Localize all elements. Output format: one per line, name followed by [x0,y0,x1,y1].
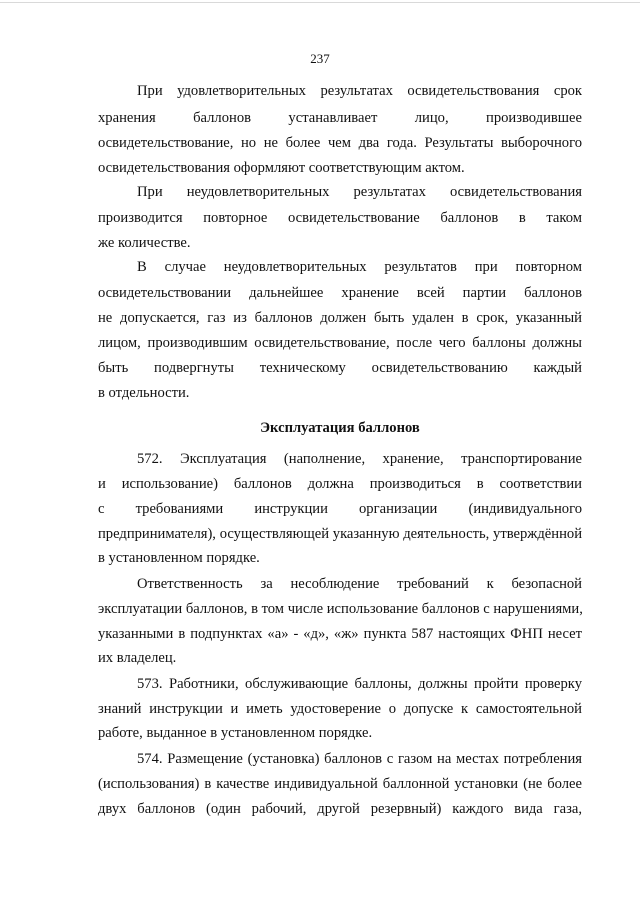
text-line: же количестве. [98,235,191,251]
text-line: и использование) баллонов должна производиться в соответствии [98,476,582,492]
text-line: предпринимателя), осуществляющей указанную деятельность, утверждённой [98,526,582,542]
text-line: указанными в подпунктах «а» - «д», «ж» пункта 587 настоящих ФНП несет [98,626,582,642]
text-line: не допускается, газ из баллонов должен быть удален в срок, указанный [98,310,582,326]
text-line: 572. Эксплуатация (наполнение, хранение, транспортирование [137,451,582,467]
text-line: в отдельности. [98,385,190,401]
section-heading: Эксплуатация баллонов [260,420,420,436]
text-line: их владелец. [98,650,177,666]
text-line: лицом, производившим освидетельствование, после чего баллоны должны [98,335,582,351]
text-line: 574. Размещение (установка) баллонов с газом на местах потребления [137,751,582,767]
text-line: двух баллонов (один рабочий, другой резервный) каждого вида газа, [98,801,582,817]
text-line: освидетельствование, но не более чем два года. Результаты выборочного [98,135,582,151]
text-line: производится повторное освидетельствование баллонов в таком [98,210,582,226]
text-line: освидетельствования оформляют соответствующим актом. [98,160,465,176]
text-line: 573. Работники, обслуживающие баллоны, должны пройти проверку [137,676,582,692]
text-line: В случае неудовлетворительных результатов при повторном [137,259,582,275]
text-line: работе, выданное в установленном порядке. [98,725,373,741]
scan-edge-line [0,2,640,3]
text-line: эксплуатации баллонов, в том числе использование баллонов с нарушениями, [98,601,583,617]
text-line: хранения баллонов устанавливает лицо, производившее [98,110,582,126]
text-line: знаний инструкции и иметь удостоверение о допуске к самостоятельной [98,701,582,717]
text-line: быть подвергнуты техническому освидетельствованию каждый [98,360,582,376]
text-line: с требованиями инструкции организации (индивидуального [98,501,582,517]
text-line: При удовлетворительных результатах освидетельствования срок [137,83,582,99]
text-line: освидетельствовании дальнейшее хранение всей партии баллонов [98,285,582,301]
text-line: в установленном порядке. [98,550,260,566]
text-line: Ответственность за несоблюдение требований к безопасной [137,576,582,592]
text-line: При неудовлетворительных результатах освидетельствования [137,184,582,200]
page-number: 237 [310,51,330,66]
text-line: (использования) в качестве индивидуальной баллонной установки (не более [98,776,582,792]
